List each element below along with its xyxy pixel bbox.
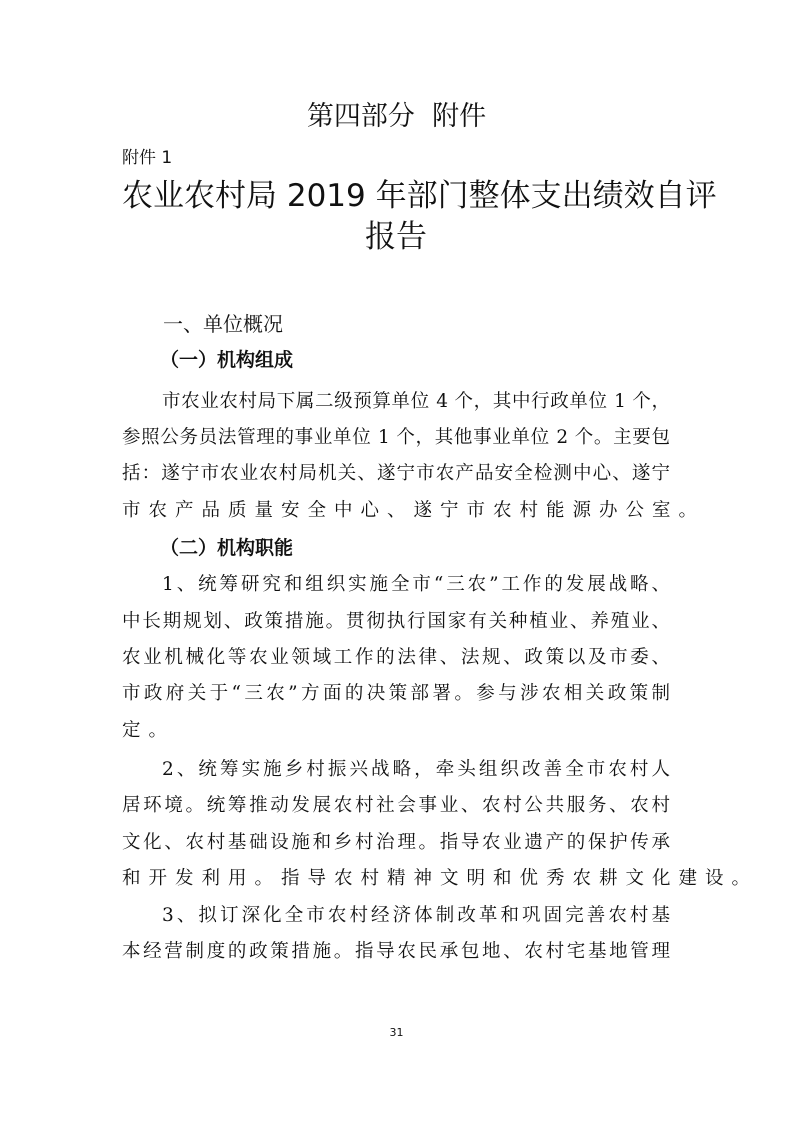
paragraph-line: 本经营制度的政策措施。指导农民承包地、农村宅基地管理 xyxy=(122,941,670,962)
paragraph-line: 2、统筹实施乡村振兴战略，牵头组织改善全市农村人 xyxy=(162,759,670,780)
page-number: 31 xyxy=(389,1026,404,1039)
part-title: 第四部分 附件 xyxy=(306,101,487,132)
paragraph-line: 和开发利用。指导农村精神文明和优秀农耕文化建设。 xyxy=(122,868,759,889)
paragraph-line: 参照公务员法管理的事业单位 1 个，其他事业单位 2 个。主要包 xyxy=(122,427,670,448)
paragraph-line: 市政府关于“三农”方面的决策部署。参与涉农相关政策制 xyxy=(122,683,670,704)
paragraph-line: 中长期规划、政策措施。贯彻执行国家有关种植业、养殖业、 xyxy=(122,611,670,632)
paragraph-line: 3、拟订深化全市农村经济体制改革和巩固完善农村基 xyxy=(162,905,670,926)
attachment-label: 附件 1 xyxy=(122,148,173,168)
subsection-heading-functions: （二）机构职能 xyxy=(160,537,294,559)
paragraph-line: 居环境。统筹推动发展农村社会事业、农村公共服务、农村 xyxy=(122,795,670,816)
paragraph-line: 文化、农村基础设施和乡村治理。指导农业遗产的保护传承 xyxy=(122,832,670,853)
paragraph-line: 定。 xyxy=(122,720,176,741)
paragraph-line: 市农产品质量安全中心、遂宁市农村能源办公室。 xyxy=(122,500,706,521)
paragraph-line: 括：遂宁市农业农村局机关、遂宁市农产品安全检测中心、遂宁 xyxy=(122,463,670,484)
paragraph-line: 农业机械化等农业领域工作的法律、法规、政策以及市委、 xyxy=(122,647,670,668)
paragraph-line: 市农业农村局下属二级预算单位 4 个，其中行政单位 1 个， xyxy=(162,391,670,412)
section-heading-unit-overview: 一、单位概况 xyxy=(163,312,283,336)
report-title-line-1: 农业农村局 2019 年部门整体支出绩效自评 xyxy=(122,178,717,214)
subsection-heading-organization: （一）机构组成 xyxy=(160,349,294,371)
report-title-line-2: 报告 xyxy=(365,219,427,255)
paragraph-line: 1、统筹研究和组织实施全市“三农”工作的发展战略、 xyxy=(162,574,670,595)
